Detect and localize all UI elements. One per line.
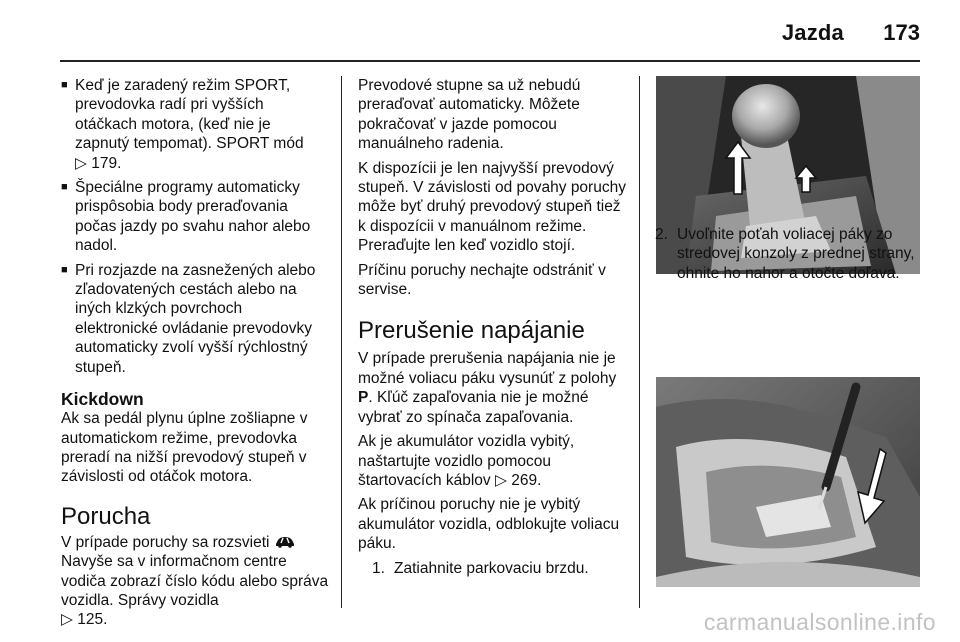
paragraph: K dispozícii je len najvyšší prevodový stupeň. V závislosti od povahy poruchy môže byť druhý prevodový stupeň tiež k dispozícii v manuálnom režime. Preraďujte len keď vozidlo stojí.	[358, 159, 626, 255]
bullet-square-icon: ■	[61, 181, 68, 194]
column-right	[655, 225, 923, 283]
ref-arrow-icon: ▷	[75, 154, 87, 172]
power-interruption-heading: Prerušenie napájanie	[358, 317, 585, 345]
page-number: 173	[883, 20, 920, 45]
porucha-text: V prípade poruchy sa rozsvieti Navyše sa v informačnom centre vodiča zobrazí číslo kódu alebo správa vozidla. Správy vozidla ▷ 125.	[61, 533, 329, 629]
ref-arrow-icon: ▷	[61, 611, 73, 629]
page-header	[60, 18, 920, 62]
car-warning-icon	[274, 534, 296, 551]
bullet-item: ■ Špeciálne programy automaticky prispôsobia body preraďovania počas jazdy po svahu nahor alebo nadol.	[61, 179, 311, 255]
paragraph: Prevodové stupne sa už nebudú preraďovať automaticky. Môžete pokračovať v jazde pomocou manuálneho radenia.	[358, 77, 581, 153]
column-left	[61, 76, 329, 635]
column-divider	[639, 76, 640, 608]
console-cover-figure	[656, 377, 920, 587]
paragraph: Príčinu poruchy nechajte odstrániť v servise.	[358, 261, 606, 299]
watermark: carmanualsonline.info	[703, 609, 936, 635]
bullet-square-icon: ■	[61, 263, 68, 276]
step-item: 1. Zatiahnite parkovaciu brzdu.	[372, 559, 589, 577]
paragraph: Ak príčinou poruchy nie je vybitý akumulátor vozidla, odblokujte voliacu páku.	[358, 496, 620, 553]
section-title: Jazda	[781, 20, 844, 45]
ref-arrow-icon: ▷	[495, 471, 507, 489]
kickdown-heading: Kickdown	[61, 389, 144, 410]
bullet-square-icon: ■	[61, 79, 68, 91]
kickdown-text: Ak sa pedál plynu úplne zošliapne v automatickom režime, prevodovka preradí na nižší prevodový stupeň v závislosti od otáčok motora.	[61, 410, 308, 486]
step-item: 2. Uvoľnite poťah voliacej páky zo stredovej konzoly z prednej strany, ohnite ho nahor a otočte doľava.	[655, 226, 915, 282]
bullet-item: ■ Pri rozjazde na zasnežených alebo zľadovatených cestách alebo na iných klzkých povrchoch elektronické ovládanie prevodovky automaticky zvolí vyšší rýchlostný stupeň.	[61, 261, 316, 376]
column-middle	[358, 76, 630, 578]
paragraph: Ak je akumulátor vozidla vybitý, naštartujte vozidlo pomocou štartovacích káblov ▷ 269.	[358, 433, 575, 489]
paragraph: V prípade prerušenia napájania nie je možné voliacu páku vysunúť z polohy P. Kľúč zapaľovania nie je možné vybrať zo spínača zapaľovania.	[358, 350, 617, 426]
column-divider	[341, 76, 342, 608]
bullet-item: ■ Keď je zaradený režim SPORT, prevodovka radí pri vyšších otáčkach motora, (keď nie je zapnutý tempomat). SPORT mód ▷ 179.	[61, 77, 304, 172]
porucha-heading: Porucha	[61, 502, 151, 530]
